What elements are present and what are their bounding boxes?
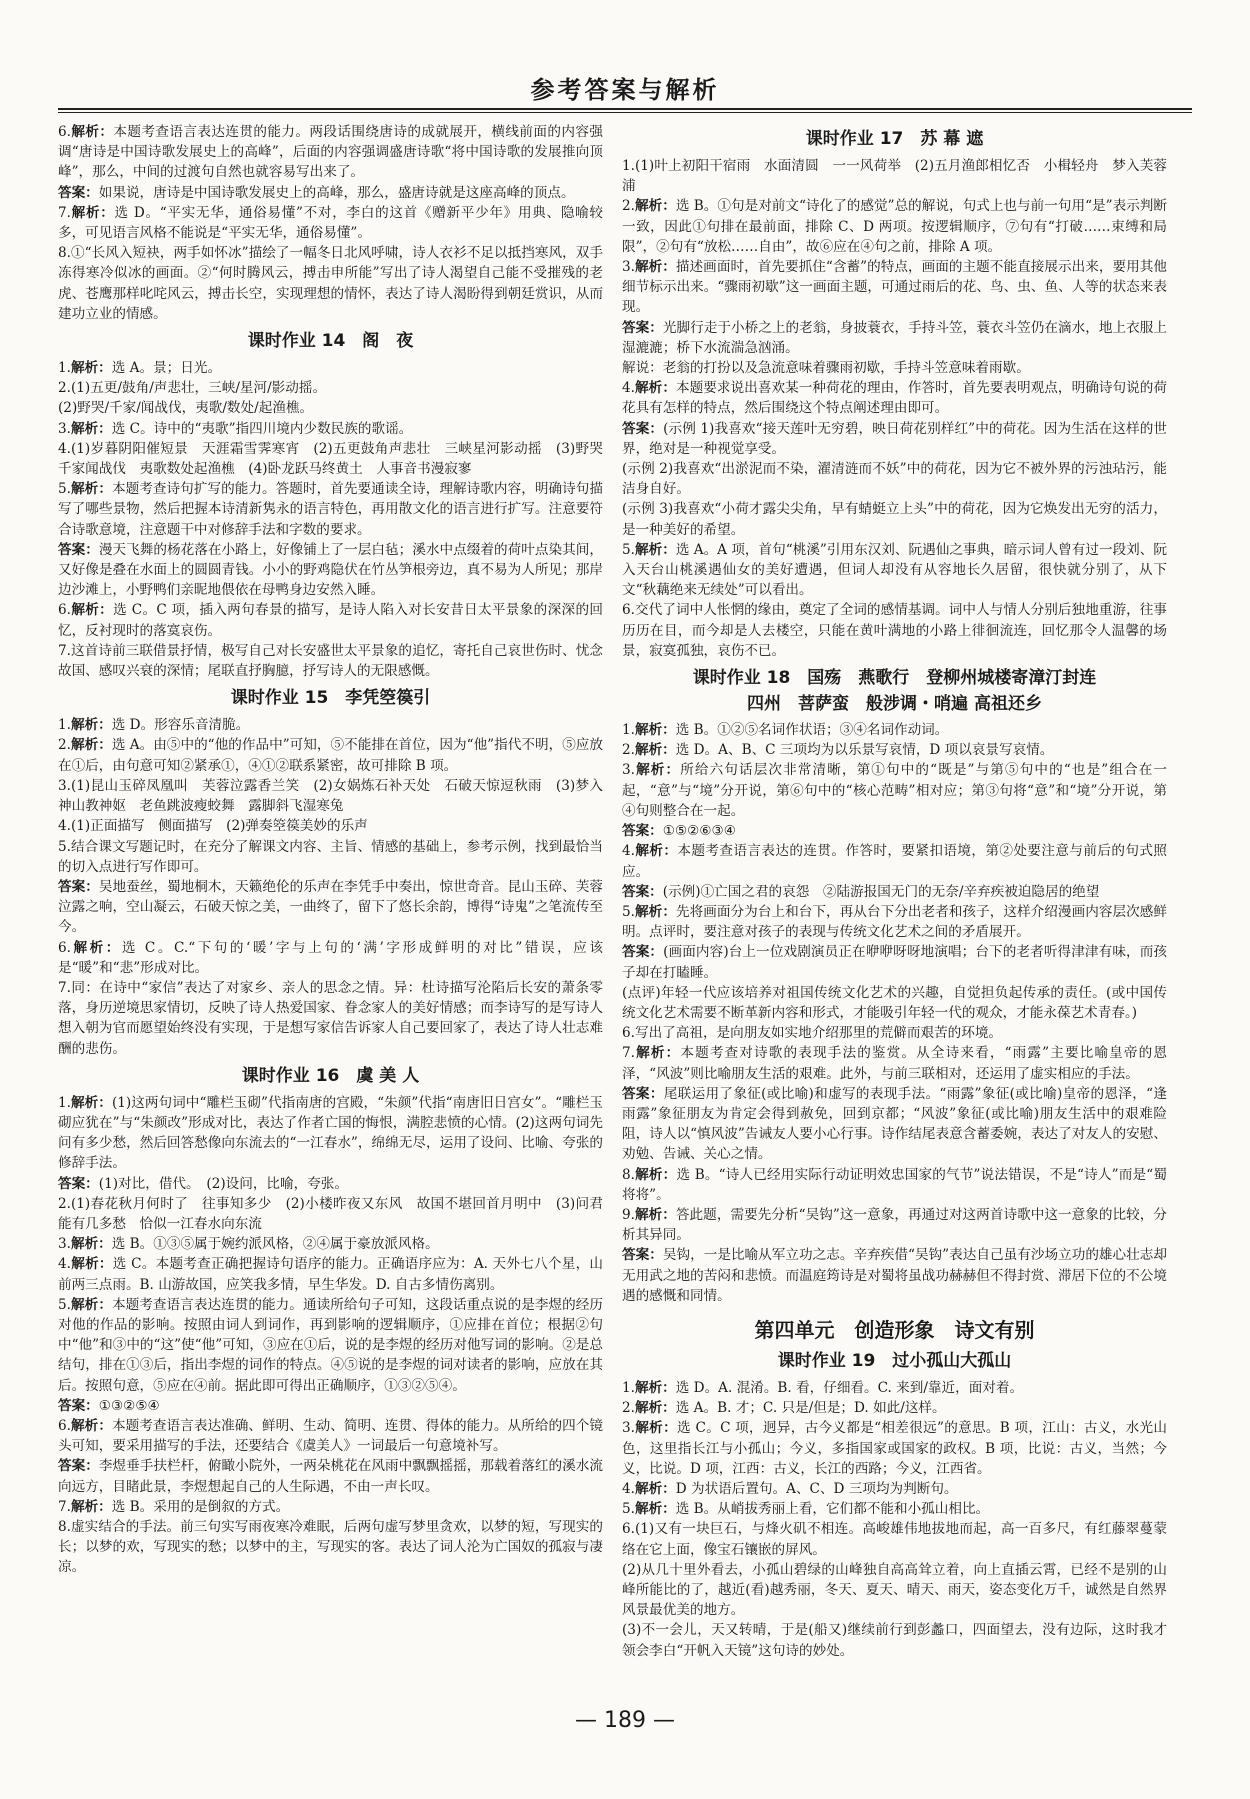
answer-text: 选 B。①③⑤属于婉约派风格，②④属于豪放派风格。 <box>111 1236 439 1253</box>
answer-paragraph <box>622 257 1167 318</box>
item-number: 6. <box>622 602 635 619</box>
item-number: 3. <box>58 777 71 794</box>
item-number: 7. <box>58 204 71 221</box>
item-number: 3. <box>58 420 71 437</box>
answer-label: 答案： <box>622 1247 663 1264</box>
item-number: 5. <box>58 838 71 855</box>
answer-paragraph <box>622 196 1167 257</box>
answer-text: 选 D。A、B、C 三项均为以乐景写哀情，D 项以哀景写哀情。 <box>675 742 1054 759</box>
answer-label: 解析： <box>70 1296 112 1313</box>
answer-paragraph <box>58 1295 603 1396</box>
answer-text: 描述画面时，首先要抓住“含蓄”的特点，画面的主题不能直接展示出来，要用其他细节标示出来。“骤雨初歇”这一画面主题，可通过雨后的花、鸟、虫、鱼、人等的状态来表现。 <box>622 259 1167 316</box>
item-number: 8. <box>58 245 71 262</box>
answer-paragraph <box>622 1378 1167 1398</box>
answer-paragraph <box>622 760 1167 821</box>
answer-text: (3)不一会儿，天又转晴，于是(船又)继续前行到彭蠡口，四面望去，没有边际，这时我才领会李白“开帆入天镜”这句诗的妙处。 <box>622 1622 1167 1659</box>
item-number: 5. <box>622 541 635 558</box>
answer-paragraph <box>622 882 1167 902</box>
answer-text: (示例 1)我喜欢“接天莲叶无穷碧，映日荷花别样红”中的荷花。因为生活在这样的世界，绝对是一种视觉享受。 <box>622 420 1167 457</box>
answer-paragraph <box>622 1023 1167 1043</box>
answer-text: (示例 2)我喜欢“出淤泥而不染，濯清涟而不妖”中的荷花，因为它不被外界的污浊玷污，能洁身自好。 <box>622 461 1167 498</box>
answer-text: (点评)年轻一代应该培养对祖国传统文化艺术的兴趣，自觉担负起传承的责任。(或中国传统文化艺术需要不断革新内容和形式，才能吸引年轻一代的观众，才能永葆艺术青春。) <box>622 984 1167 1021</box>
answer-paragraph <box>58 1396 603 1416</box>
answer-text: 选 B。①②⑤名词作状语；③④名词作动词。 <box>675 722 949 739</box>
answer-paragraph <box>58 398 603 418</box>
item-number: 1. <box>622 722 635 739</box>
answer-text: 解说：老翁的打扮以及急流意味着骤雨初歇，手持斗笠意味着雨歇。 <box>622 360 1030 377</box>
answer-paragraph <box>58 358 603 378</box>
item-number: 1. <box>58 360 71 377</box>
answer-text: (1)昆山玉碎凤凰叫 芙蓉泣露香兰笑 (2)女娲炼石补天处 石破天惊逗秋雨 (3)梦入神山教神妪 老鱼跳波瘦蛟舞 露脚斜飞湿寒兔 <box>58 777 603 815</box>
answer-label: 答案： <box>622 1085 664 1102</box>
answer-paragraph <box>622 419 1167 459</box>
answer-label: 答案： <box>58 1458 99 1475</box>
answer-paragraph <box>58 978 603 1059</box>
answer-paragraph <box>622 1499 1167 1519</box>
item-number: 4. <box>58 818 71 835</box>
header-rule-thin <box>58 112 1192 113</box>
item-number: 2. <box>58 1195 71 1212</box>
answer-paragraph <box>58 1497 603 1517</box>
item-number: 6. <box>58 1417 71 1434</box>
answer-paragraph <box>622 499 1167 539</box>
answer-text: (画面内容)台上一位戏剧演员正在咿咿呀呀地演唱；台下的老者听得津津有味，而孩子却在打瞌睡。 <box>622 944 1167 981</box>
answer-text: (1)又有一块巨石，与烽火矶不相连。高峻雄伟地拔地而起，高一百多尺，有红藤翠蔓蒙络在它上面，像宝石镶嵌的屏风。 <box>622 1521 1167 1558</box>
answer-text: 选 B。“诗人已经用实际行动证明效忠国家的气节”说法错误，不是“诗人”而是“蜀将将”。 <box>622 1166 1167 1203</box>
answer-label: 解析： <box>70 1256 113 1273</box>
answer-paragraph <box>622 540 1167 601</box>
answer-paragraph <box>622 156 1167 196</box>
answer-text: 本题考查语言表达连贯的能力。两段话围绕唐诗的成就展开，横线前面的内容强调“唐诗是中国诗歌发展史上的高峰”，后面的内容强调盛唐诗歌“将中国诗歌的发展推向顶峰”，那么，中间的过渡句自然也就容易写出来了。 <box>58 124 603 181</box>
answer-text: 光脚行走于小桥之上的老翁，身披蓑衣，手持斗笠，蓑衣斗笠仍在滴水，地上衣服上湿漉漉；桥下水流湍急汹涌。 <box>622 319 1167 356</box>
answer-text: 先将画面分为台上和台下，再从台下分出老者和孩子，这样介绍漫画内容层次感鲜明。点评时，要注意对孩子的表现与传统文化艺术之间的矛盾展开。 <box>622 903 1167 941</box>
answer-text: (1)正面描写 侧面描写 (2)弹奏箜篌美妙的乐声 <box>70 818 368 835</box>
answer-label: 解析： <box>634 1501 676 1518</box>
answer-label: 答案： <box>58 878 99 895</box>
item-number: 7. <box>622 1045 635 1062</box>
answer-paragraph <box>58 1234 603 1254</box>
item-number: 8. <box>58 1519 71 1535</box>
answer-text: 选 C。诗中的“夷歌”指四川境内少数民族的歌谣。 <box>111 420 413 437</box>
answer-label: 解析： <box>634 1400 676 1417</box>
answer-label: 解析： <box>70 124 114 140</box>
answer-label: 解析： <box>70 717 112 734</box>
item-number: 8. <box>622 1166 635 1183</box>
item-number: 4. <box>58 440 71 457</box>
item-number: 1. <box>58 1094 71 1111</box>
answer-paragraph <box>58 540 603 601</box>
answer-label: 解析： <box>70 1417 112 1434</box>
section-heading: 课时作业 14 阁 夜 <box>247 331 414 352</box>
answer-label: 解析： <box>634 198 676 215</box>
answer-text: 同：在诗中“家信”表达了对家乡、亲人的思念之情。异：杜诗描写沦陷后长安的萧条零落，身历逆境思家情切，反映了诗人热爱国家、眷念家人的美好情感；而李诗写的是写诗人想入朝为官而愿望始终没有实现，于是想写家信告诉家人自己要回家了，表达了诗人壮志难酬的悲伤。 <box>58 979 603 1057</box>
answer-paragraph <box>58 600 603 640</box>
item-number: 4. <box>58 1256 71 1273</box>
answer-paragraph <box>622 1560 1167 1621</box>
answer-paragraph <box>622 720 1167 740</box>
item-number: 4. <box>622 380 635 397</box>
answer-text: (2)从几十里外看去，小孤山碧绿的山峰独自高高耸立着，向上直插云霄，已经不是别的山峰所能比的了，越近(看)越秀丽，冬天、夏天、晴天、雨天，姿态变化万千，诚然是自然界风景最优美的地方。 <box>622 1561 1167 1619</box>
item-number: 3. <box>58 1236 71 1253</box>
left-column <box>58 122 603 1667</box>
item-number: 4. <box>622 1480 635 1497</box>
answer-paragraph <box>622 358 1167 378</box>
unit-heading: 第四单元 创造形象 诗文有别 <box>754 1317 1035 1342</box>
item-number: 5. <box>622 903 635 920</box>
answer-paragraph <box>622 1245 1167 1306</box>
right-column <box>622 122 1167 1667</box>
header-rule <box>58 108 1192 110</box>
answer-paragraph <box>622 318 1167 358</box>
answer-label: 解析： <box>70 602 114 619</box>
answer-label: 解析： <box>634 762 681 779</box>
answer-paragraph <box>58 877 603 938</box>
answer-label: 解析： <box>70 360 112 377</box>
page-title: 参考答案与解析 <box>530 76 720 104</box>
answer-paragraph <box>58 735 603 775</box>
answer-label: 答案： <box>58 541 99 558</box>
answer-paragraph <box>58 1174 603 1194</box>
answer-text: 选 C。C.“下句的‘暖’字与上句的‘满’字形成鲜明的对比”错误，应该是“暖”和“悲”形成对比。 <box>58 939 603 976</box>
answer-paragraph <box>622 821 1167 841</box>
answer-paragraph <box>622 1205 1167 1245</box>
answer-text: 选 B。采用的是倒叙的方式。 <box>111 1498 290 1515</box>
section-heading: 课时作业 17 苏 幕 遮 <box>805 129 984 149</box>
answer-paragraph <box>622 1043 1167 1083</box>
answer-text: 选 A。B. 才；C. 只是/但是；D. 如此/这样。 <box>675 1400 946 1417</box>
answer-paragraph <box>58 1416 603 1456</box>
answer-label: 解析： <box>634 1480 676 1497</box>
section-subheading: 四州 菩萨蛮 般涉调・哨遍 高祖还乡 <box>747 694 1042 715</box>
answer-paragraph <box>58 938 603 978</box>
answer-text: ①⑤②⑥③④ <box>662 823 736 840</box>
answer-paragraph <box>622 983 1167 1023</box>
answer-text: 本题考查诗句扩写的能力。答题时，首先要通读全诗，理解诗歌内容，明确诗句描写了哪些景物，然后把握本诗清新隽永的语言特色，再用散文化的语言进行扩写。注意要符合诗歌意境，注意题干中对修辞手法和字数的要求。 <box>58 481 603 538</box>
item-number: 3. <box>622 259 635 276</box>
answer-label: 解析： <box>634 1045 681 1062</box>
answer-paragraph <box>58 439 603 479</box>
answer-label: 解析： <box>634 541 676 558</box>
answer-paragraph <box>622 1620 1167 1660</box>
answer-text: 选 C。C 项，迥异，古今义都是“相差很远”的意思。B 项，江山：古义，水光山色，这里指长江与小孤山；今义，多指国家或国家的政权。B 项，比说：古义，当然；今义，比说。D 项，江西：古义，长江的西路；今义，江西省。 <box>622 1420 1167 1477</box>
answer-paragraph <box>622 1398 1167 1418</box>
answer-text: 本题考查语言表达准确、鲜明、生动、简明、连贯、得体的能力。从所给的四个镜头可知，要采用描写的手法，还要结合《虞美人》一词最后一句意境补写。 <box>58 1417 603 1455</box>
answer-text: 本题考查语言表达连贯的能力。通读所给句子可知，这段话重点说的是李煜的经历对他的作品的影响。按照由词人到词作，再到影响的逻辑顺序，①应排在首位；根据②句中“他”和③中的“这”使“他”可知，③应在①后，说的是李煜的经历对他写词的影响。②是总结句，排在①③后，指出李煜的词作的特点。④⑤说的是李煜的词对读者的影响，应放在其后。按照句意，⑤应在④前。据此即可得出正确顺序，①③②⑤④。 <box>58 1296 603 1394</box>
answer-text: (示例 3)我喜欢“小荷才露尖尖角，早有蜻蜓立上头”中的荷花，因为它焕发出无穷的活力，是一种美好的希望。 <box>622 501 1167 538</box>
answer-label: 答案： <box>622 420 664 437</box>
answer-label: 解析： <box>634 259 676 276</box>
answer-label: 解析： <box>634 722 676 739</box>
answer-text: 吴钩，一是比喻从军立功之志。辛弃疾借“吴钩”表达自己虽有沙场立功的雄心壮志却无用武之地的苦闷和悲愤。而温庭筠诗是对蜀将虽战功赫赫但不得封赏、滞居下位的不公境遇的感慨和同情。 <box>622 1247 1167 1304</box>
answer-text: (1)叶上初阳干宿雨 水面清圆 一一风荷举 (2)五月渔郎相忆否 小楫轻舟 梦入芙蓉浦 <box>622 158 1167 195</box>
item-number: 9. <box>622 1206 635 1223</box>
answer-text: D 为状语后置句。A、C、D 三项均为判断句。 <box>675 1480 958 1497</box>
answer-text: (1)五更/鼓角/声悲壮，三峡/星河/影动摇。 <box>70 380 327 397</box>
answer-text: 选 D。“平实无华，通俗易懂”不对，李白的这首《赠新平少年》用典、隐喻较多，可见语言风格不能说是“平实无华，通俗易懂”。 <box>58 204 603 242</box>
answer-text: 漫天飞舞的杨花落在小路上，好像铺上了一层白毡；溪水中点缀着的荷叶点染其间，又好像是叠在水面上的圆圆青钱。小小的野鸡隐伏在竹丛笋根旁边，真不易为人所见；那岸边沙滩上，小野鸭们亲昵地偎依在母鸭身边安然入睡。 <box>58 541 603 599</box>
answer-text: 李煜垂手扶栏杆，俯瞰小院外，一两朵桃花在风雨中飘飘摇摇，那载着落红的溪水流向远方，目睹此景，李煜想起自己的人生际遇，不由一声长叹。 <box>58 1458 603 1495</box>
answer-label: 解析： <box>70 939 122 956</box>
item-number: 1. <box>58 717 71 734</box>
answer-text: (1)岁暮阴阳催短景 天涯霜雪霁寒宵 (2)五更鼓角声悲壮 三峡星河影动摇 (3)野哭千家闻战伐 夷歌数处起渔樵 (4)卧龙跃马终黄土 人事音书漫寂寥 <box>58 440 603 478</box>
answer-text: 吴地蚕丝，蜀地桐木，天籁绝伦的乐声在李凭手中奏出，惊世奇音。昆山玉碎、芙蓉泣露之响，空山凝云，石破天惊之美，一曲终了，留下了悠长余韵，博得“诗鬼”之笔流传至今。 <box>58 878 603 936</box>
item-number: 2. <box>58 380 71 397</box>
answer-label: 解析： <box>70 420 112 437</box>
answer-paragraph <box>58 203 603 243</box>
item-number: 6. <box>58 602 71 619</box>
answer-paragraph <box>58 183 603 203</box>
answer-label: 答案： <box>58 1175 99 1192</box>
answer-text: 写出了高祖，是向朋友如实地介绍那里的荒僻而艰苦的环境。 <box>634 1025 1003 1042</box>
answer-label: 解析： <box>70 1094 112 1111</box>
answer-label: 解析： <box>70 737 112 754</box>
answer-paragraph <box>622 942 1167 982</box>
answer-label: 答案： <box>622 944 664 961</box>
answer-text: 本题考查语言表达的连贯。作答时，要紧扣语境，第②处要注意与前后的句式照应。 <box>622 843 1167 880</box>
answer-text: (1)对比，借代。 (2)设问，比喻，夸张。 <box>98 1175 348 1192</box>
answer-text: 答此题，需要先分析“吴钩”这一意象，再通过对这两首诗歌中这一意象的比较，分析其异同。 <box>622 1206 1167 1244</box>
answer-text: ①③②⑤④ <box>98 1397 160 1414</box>
answer-text: 选 C。C 项，插入两句春景的描写，是诗人陷入对长安昔日太平景象的深深的回忆，反衬现时的落寞哀伤。 <box>58 602 603 639</box>
answer-paragraph <box>58 1517 603 1578</box>
item-number: 7. <box>58 642 71 659</box>
section-heading: 课时作业 19 过小孤山大孤山 <box>777 1350 1012 1371</box>
answer-paragraph <box>58 1254 603 1294</box>
item-number: 6. <box>622 1521 635 1538</box>
answer-paragraph <box>622 1084 1167 1165</box>
answer-label: 答案： <box>58 1397 99 1414</box>
answer-paragraph <box>58 715 603 735</box>
answer-paragraph <box>58 378 603 398</box>
answer-paragraph <box>622 1519 1167 1559</box>
answer-text: 本题要求说出喜欢某一种荷花的理由，作答时，首先要表明观点，明确诗句说的荷花具有怎样的特点，然后围绕这个特点阐述理由即可。 <box>622 380 1167 417</box>
answer-label: 解析： <box>634 380 676 397</box>
item-number: 6. <box>622 1025 635 1042</box>
answer-paragraph <box>622 1165 1167 1205</box>
item-number: 5. <box>622 1501 635 1518</box>
answer-text: 选 D。形容乐音清脆。 <box>111 717 250 734</box>
item-number: 3. <box>622 762 635 779</box>
answer-label: 解析： <box>70 481 112 498</box>
answer-paragraph <box>58 776 603 816</box>
answer-paragraph <box>622 459 1167 499</box>
answer-label: 解析： <box>634 1420 677 1437</box>
answer-text: 如果说，唐诗是中国诗歌发展史上的高峰，那么，盛唐诗就是这座高峰的顶点。 <box>98 184 575 201</box>
answer-paragraph <box>622 740 1167 760</box>
answer-paragraph <box>58 837 603 877</box>
answer-label: 解析： <box>634 742 676 759</box>
answer-paragraph <box>58 1194 603 1234</box>
answer-text: 选 D。A. 混淆。B. 看，仔细看。C. 来到/靠近，面对着。 <box>675 1379 1024 1396</box>
answer-text: (2)野哭/千家/闻战伐，夷歌/数处/起渔樵。 <box>58 400 314 417</box>
answer-paragraph <box>58 122 603 183</box>
answer-text: 选 B。①句是对前文“诗化了的感觉”总的解说，句式上也与前一句用“是”表示判断一致，因此①句排在最前面，排除 C、D 两项。按逻辑顺序，⑦句有“打破……束缚和局限”，②句有“放松……自由”，故⑥应在④句之前，排除 A 项。 <box>622 198 1167 255</box>
answer-paragraph <box>58 816 603 836</box>
item-number: 4. <box>622 843 635 860</box>
answer-label: 解析： <box>634 1379 676 1396</box>
answer-text: 虚实结合的手法。前三句实写雨夜寒冷难眠，后两句虚写梦里贪欢，以梦的短，写现实的长；以梦的欢，写现实的愁；以梦中的主，写现实的客。表达了词人沦为亡国奴的孤寂与凄凉。 <box>58 1519 603 1576</box>
item-number: 7. <box>58 1498 71 1515</box>
page-header <box>58 66 1192 114</box>
answer-text: 本题考查对诗歌的表现手法的鉴赏。从全诗来看，“雨露”主要比喻皇帝的恩泽，“风波”则比喻朋友生活的艰难。此外，与前三联相对，还运用了虚实相应的手法。 <box>622 1045 1167 1082</box>
section-heading: 课时作业 18 国殇 燕歌行 登柳州城楼寄漳汀封连 <box>692 668 1097 689</box>
item-number: 1. <box>622 158 635 174</box>
answer-text: (1)春花秋月何时了 往事知多少 (2)小楼昨夜又东风 故国不堪回首月明中 (3)问君能有几多愁 恰似一江春水向东流 <box>58 1195 603 1232</box>
page-number: — 189 — <box>575 1708 675 1733</box>
item-number: 2. <box>58 737 71 754</box>
answer-text: 结合课文写题记时，在充分了解课文内容、主旨、情感的基础上，参考示例，找到最恰当的切入点进行写作即可。 <box>58 838 603 875</box>
answer-label: 答案： <box>622 319 663 336</box>
answer-label: 解析： <box>634 1206 676 1223</box>
answer-paragraph <box>622 1418 1167 1479</box>
answer-label: 解析： <box>70 1498 112 1515</box>
answer-label: 答案： <box>622 823 663 840</box>
item-number: 3. <box>622 1420 635 1437</box>
answer-text: (1)这两句词中“雕栏玉砌”代指南唐的宫殿，“朱颜”代指“南唐旧日宫女”。“雕栏玉砌应犹在”与“朱颜改”形成对比，表达了作者亡国的悔恨，满腔悲愤的心情。(2)这两句词先问有多少愁，然后回答愁像向东流去的“一江春水”，绵绵无尽，运用了设问、比喻、夸张的修辞手法。 <box>58 1094 603 1172</box>
item-number: 2. <box>622 742 635 759</box>
answer-text: 选 A。由⑤中的“他的作品中”可知，⑤不能排在首位，因为“他”指代不明，⑤应放在①后，由句意可知②紧承①，④①②联系紧密，故可排除 B 项。 <box>58 737 603 774</box>
answer-paragraph <box>622 902 1167 942</box>
item-number: 2. <box>622 198 635 215</box>
answer-paragraph <box>58 1093 603 1174</box>
item-number: 6. <box>58 124 71 140</box>
answer-label: 解析： <box>70 1236 112 1253</box>
answer-paragraph <box>58 419 603 439</box>
answer-paragraph <box>58 641 603 681</box>
answer-label: 解析： <box>634 1166 677 1183</box>
answer-label: 解析： <box>634 903 676 920</box>
item-number: 7. <box>58 979 71 996</box>
item-number: 1. <box>622 1379 635 1396</box>
answer-label: 解析： <box>634 843 678 860</box>
answer-text: 这首诗前三联借景抒情，极写自己对长安盛世太平景象的追忆，寄托自己哀世伤时、忧念故国、感叹兴衰的深情；尾联直抒胸臆，抒写诗人的无限感慨。 <box>58 642 603 680</box>
answer-text: ①“长风入短袂，两手如怀冰”描绘了一幅冬日北风呼啸，诗人衣衫不足以抵挡寒风，双手冻得寒冷似冰的画面。②“何时腾风云，搏击申所能”写出了诗人渴望自己能不受摧残的老虎、苍鹰那样叱咤风云，搏击长空，实现理想的情怀，表达了诗人渴盼得到朝廷赏识，从而建功立业的情感。 <box>58 245 603 322</box>
section-heading: 课时作业 15 李凭箜篌引 <box>230 688 431 709</box>
answer-paragraph <box>58 479 603 540</box>
answer-label: 答案： <box>58 184 99 201</box>
answer-text: 尾联运用了象征(或比喻)和虚写的表现手法。“雨露”象征(或比喻)皇帝的恩泽，“逢雨露”象征朋友为肯定会得到赦免，回到京都；“风波”象征(或比喻)朋友生活中的艰难险阻，诗人以“慎风波”告诫友人要小心行事。诗作结尾表意含蓄委婉，表达了对友人的安慰、劝勉、告诫、关心之情。 <box>622 1085 1167 1163</box>
answer-text: (示例)①亡国之君的哀怨 ②陆游报国无门的无奈/辛弃疾被迫隐居的绝望 <box>662 883 1100 900</box>
answer-text: 选 A。景；日光。 <box>111 360 222 377</box>
answer-text: 所给六句话层次非常清晰，第①句中的“既是”与第⑤句中的“也是”组合在一起，“意”与“境”分开说，第⑥句中的“核心范畴”相对应；第③句将“意”和“境”分开说，第④句则整合在一起。 <box>622 762 1167 819</box>
answer-text: 选 C。本题考查正确把握诗句语序的能力。正确语序应为：A. 天外七八个星，山前两三点雨。B. 山游故国，应笑我多情，早生华发。D. 自古多情伤离别。 <box>58 1256 603 1293</box>
item-number: 2. <box>622 1400 635 1417</box>
item-number: 5. <box>58 1296 71 1313</box>
answer-paragraph <box>622 378 1167 418</box>
answer-text: 选 B。从峭拔秀丽上看，它们都不能和小孤山相比。 <box>675 1501 990 1518</box>
item-number: 5. <box>58 481 71 498</box>
answer-paragraph <box>622 600 1167 661</box>
answer-paragraph <box>58 1456 603 1496</box>
answer-label: 解析： <box>70 204 115 221</box>
answer-paragraph <box>622 1479 1167 1499</box>
section-heading: 课时作业 16 虞 美 人 <box>241 1065 420 1086</box>
answer-text: 选 A。A 项，首句“桃溪”引用东汉刘、阮遇仙之事典，暗示词人曾有过一段刘、阮入天台山桃溪遇仙女的美好遭遇，但词人却没有从容地长久居留，很快就分别了，从下文“秋藕绝来无续处”可以看出。 <box>622 541 1167 599</box>
item-number: 6. <box>58 939 71 956</box>
answer-paragraph <box>58 243 603 324</box>
answer-paragraph <box>622 841 1167 881</box>
answer-label: 答案： <box>622 883 663 900</box>
answer-text: 交代了词中人怅惘的缘由，奠定了全词的感情基调。词中人与情人分别后独地重游，往事历历在目，而今却是人去楼空，只能在黄叶满地的小路上徘徊流连，回忆那令人温馨的场景，寂寞孤独，哀伤不已。 <box>622 602 1167 659</box>
